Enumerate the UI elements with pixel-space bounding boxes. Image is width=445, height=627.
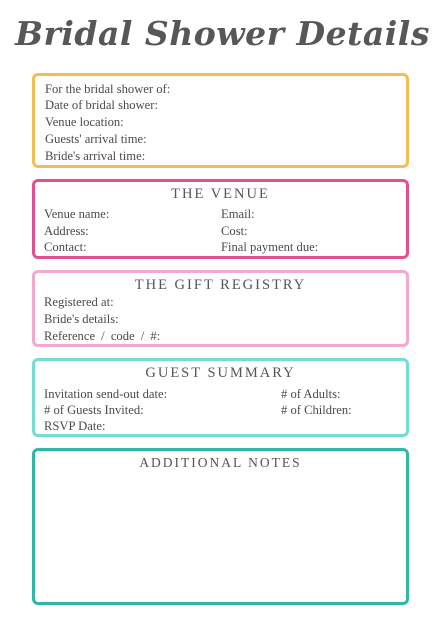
venue-location-label: Venue location: [45, 115, 124, 129]
invitation-send-out-label: Invitation send-out date: [44, 387, 168, 401]
bride-arrival-label: Bride's arrival time: [45, 149, 146, 163]
venue-box [32, 179, 409, 259]
final-payment-label: Final payment due: [221, 240, 319, 254]
venue-contact-label: Contact: [44, 240, 87, 254]
guest-summary-box [32, 358, 409, 437]
registered-at-label: Registered at: [44, 295, 114, 309]
venue-heading: THE VENUE [171, 186, 270, 202]
venue-name-label: Venue name: [44, 207, 110, 221]
notes-heading: ADDITIONAL NOTES [139, 455, 302, 470]
guests-arrival-label: Guests' arrival time: [45, 132, 147, 146]
shower-details-box [32, 73, 409, 168]
registry-heading: THE GIFT REGISTRY [134, 277, 307, 293]
guests-invited-label: # of Guests Invited: [44, 403, 144, 417]
brides-details-label: Bride's details: [44, 312, 119, 326]
guest-summary-heading: GUEST SUMMARY [145, 365, 296, 381]
reference-code-label: Reference / code / #: [44, 329, 161, 343]
venue-cost-label: Cost: [221, 224, 248, 238]
gift-registry-box [32, 270, 409, 347]
children-count-label: # of Children: [281, 403, 352, 417]
venue-email-label: Email: [221, 207, 255, 221]
page-title: Bridal Shower Details [15, 14, 430, 53]
shower-of-label: For the bridal shower of: [45, 82, 171, 96]
venue-address-label: Address: [44, 224, 89, 238]
shower-date-label: Date of bridal shower: [45, 98, 158, 112]
rsvp-date-label: RSVP Date: [44, 419, 106, 433]
additional-notes-box [32, 448, 409, 605]
adults-count-label: # of Adults: [281, 387, 341, 401]
